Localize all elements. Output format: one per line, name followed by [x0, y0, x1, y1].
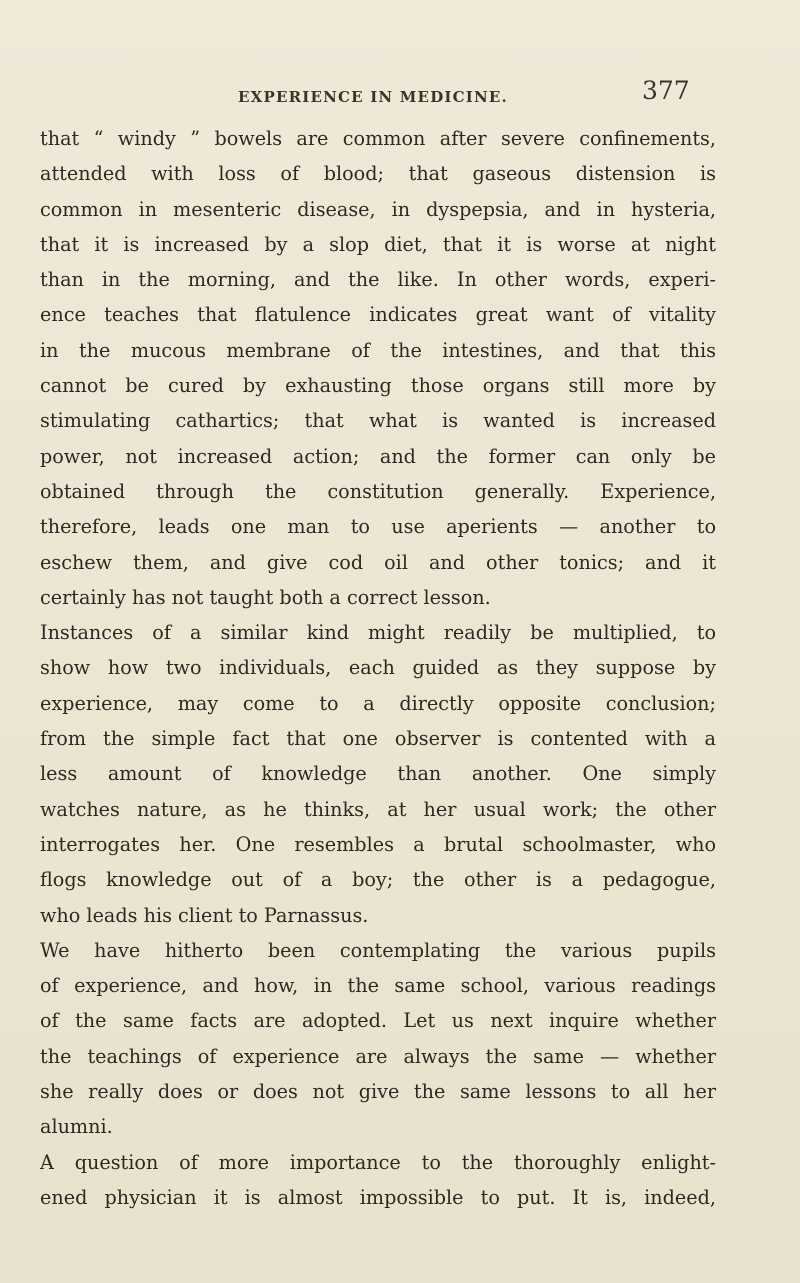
- text-line: eschew them, and give cod oil and other tonics; and it: [40, 550, 716, 574]
- paragraph-end-line: who leads his client to Parnassus.: [40, 903, 369, 927]
- body-text: [40, 121, 716, 1215]
- text-line: attended with loss of blood; that gaseous distension is: [40, 162, 716, 186]
- paragraph-start-line: A question of more importance to the thoroughly enlight-: [40, 1150, 716, 1174]
- text-line: less amount of knowledge than another. One simply: [40, 762, 716, 786]
- text-line: therefore, leads one man to use aperients — another to: [40, 515, 716, 539]
- text-line: experience, may come to a directly opposite conclusion;: [40, 691, 716, 715]
- text-line: the teachings of experience are always the same — whether: [40, 1044, 716, 1068]
- text-line: cannot be cured by exhausting those organs still more by: [40, 374, 716, 398]
- text-line: flogs knowledge out of a boy; the other is a pedagogue,: [40, 868, 716, 892]
- paragraph-start-line: Instances of a similar kind might readily be multiplied, to: [40, 621, 716, 645]
- paragraph-end-line: certainly has not taught both a correct lesson.: [40, 585, 491, 609]
- text-line: that it is increased by a slop diet, that it is worse at night: [40, 232, 716, 256]
- paragraph-start-line: We have hitherto been contemplating the various pupils: [40, 938, 716, 962]
- page-number: 377: [642, 76, 690, 105]
- text-line: of the same facts are adopted. Let us next inquire whether: [40, 1009, 716, 1033]
- text-line: interrogates her. One resembles a brutal schoolmaster, who: [40, 832, 716, 856]
- text-line: in the mucous membrane of the intestines, and that this: [40, 338, 716, 362]
- running-title: EXPERIENCE IN MEDICINE.: [238, 88, 508, 106]
- text-line: power, not increased action; and the former can only be: [40, 444, 716, 468]
- text-line: common in mesenteric disease, in dyspepsia, and in hysteria,: [40, 197, 716, 221]
- text-line: than in the morning, and the like. In other words, experi-: [40, 268, 716, 292]
- text-line: show how two individuals, each guided as they suppose by: [40, 656, 716, 680]
- text-line: watches nature, as he thinks, at her usual work; the other: [40, 797, 716, 821]
- text-line: from the simple fact that one observer is contented with a: [40, 727, 716, 751]
- text-line: of experience, and how, in the same school, various readings: [40, 974, 716, 998]
- text-line: she really does or does not give the same lessons to all her: [40, 1080, 716, 1104]
- text-line: ened physician it is almost impossible to put. It is, indeed,: [40, 1185, 716, 1209]
- text-line: that “ windy ” bowels are common after severe confinements,: [40, 127, 716, 150]
- paragraph-end-line: alumni.: [40, 1115, 113, 1139]
- text-line: ence teaches that flatulence indicates great want of vitality: [40, 303, 716, 327]
- text-line: stimulating cathartics; that what is wanted is increased: [40, 409, 716, 433]
- text-line: obtained through the constitution generally. Experience,: [40, 479, 716, 503]
- running-head: [0, 76, 800, 112]
